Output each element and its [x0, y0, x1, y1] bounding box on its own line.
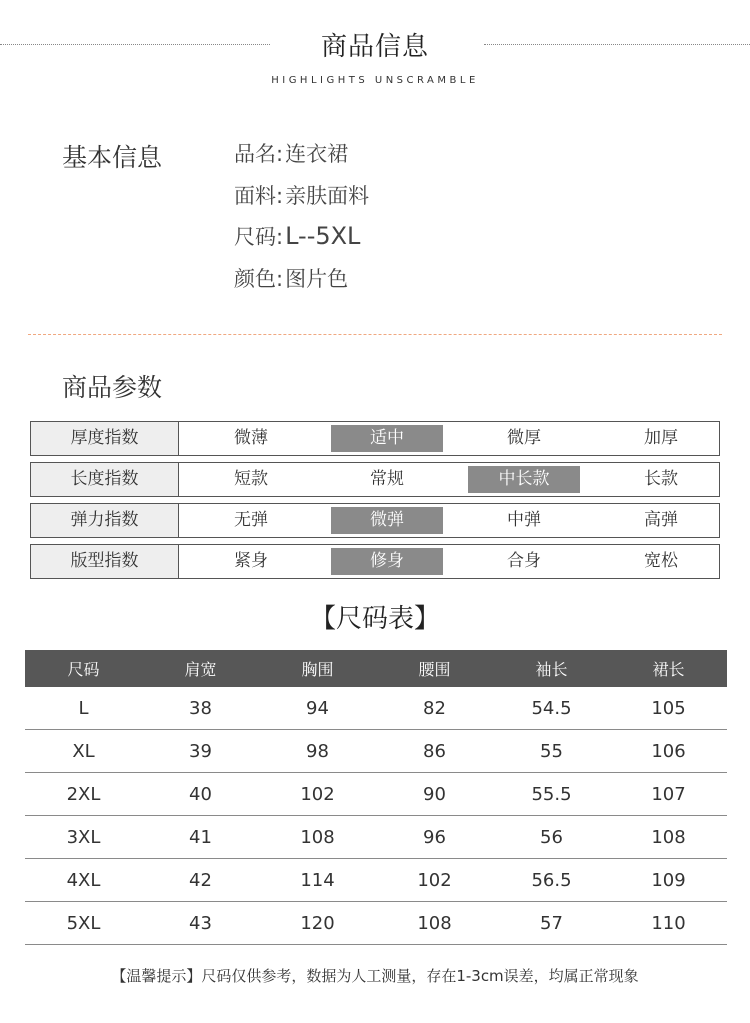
table-row [25, 687, 727, 730]
page-title: 商品信息 [320, 32, 429, 62]
param-option: 宽松 [644, 551, 678, 571]
table-cell: 40 [142, 773, 259, 816]
param-option-selected: 中长款 [468, 466, 580, 493]
param-row-elasticity [30, 503, 720, 538]
table-cell: 94 [259, 687, 376, 730]
table-cell: 56.5 [493, 859, 610, 902]
basic-info-value: L--5XL [285, 222, 361, 250]
param-option: 常规 [370, 469, 404, 489]
table-cell: 120 [259, 902, 376, 945]
param-row-thickness [30, 421, 720, 456]
basic-info-item [234, 138, 369, 180]
table-cell: 90 [376, 773, 493, 816]
table-cell: 55.5 [493, 773, 610, 816]
table-row [25, 859, 727, 902]
table-cell: 39 [142, 730, 259, 773]
param-option-selected: 适中 [331, 425, 443, 452]
table-cell: 57 [493, 902, 610, 945]
basic-info-heading: 基本信息 [62, 143, 163, 172]
param-row-length [30, 462, 720, 497]
table-cell: L [25, 687, 142, 730]
table-cell: 54.5 [493, 687, 610, 730]
table-cell: 108 [610, 816, 727, 859]
table-cell: 4XL [25, 859, 142, 902]
table-cell: 42 [142, 859, 259, 902]
param-label: 弹力指数 [31, 504, 179, 537]
basic-info-item [234, 263, 369, 305]
table-row [25, 773, 727, 816]
param-option: 紧身 [234, 551, 268, 571]
table-cell: 105 [610, 687, 727, 730]
size-chart-header-cell: 胸围 [259, 650, 376, 687]
basic-info-value: 图片色 [285, 266, 349, 291]
size-chart-header-row [25, 650, 727, 687]
basic-info-list [234, 138, 369, 304]
table-cell: 110 [610, 902, 727, 945]
param-label: 厚度指数 [31, 422, 179, 455]
table-cell: 114 [259, 859, 376, 902]
basic-info-value: 亲肤面料 [285, 183, 370, 208]
basic-info-item [234, 221, 369, 263]
table-cell: 96 [376, 816, 493, 859]
basic-info-label: 面料: [234, 183, 284, 208]
size-chart-header-cell: 肩宽 [142, 650, 259, 687]
param-option: 短款 [234, 469, 268, 489]
table-cell: 41 [142, 816, 259, 859]
table-cell: 3XL [25, 816, 142, 859]
table-cell: 38 [142, 687, 259, 730]
table-cell: 106 [610, 730, 727, 773]
size-chart-table [25, 650, 727, 945]
table-cell: 102 [259, 773, 376, 816]
basic-info-label: 品名: [234, 142, 284, 166]
param-option: 微薄 [234, 428, 268, 448]
basic-info-value: 连衣裙 [285, 142, 349, 166]
param-option-selected: 修身 [331, 548, 443, 575]
table-cell: 109 [610, 859, 727, 902]
param-option: 高弹 [644, 510, 678, 530]
param-option: 加厚 [644, 428, 678, 448]
table-row [25, 816, 727, 859]
table-cell: 2XL [25, 773, 142, 816]
size-chart-header-cell: 腰围 [376, 650, 493, 687]
param-option-selected: 微弹 [331, 507, 443, 534]
table-row [25, 730, 727, 773]
table-cell: 108 [376, 902, 493, 945]
param-row-fit [30, 544, 720, 579]
size-chart-title: 【尺码表】 [309, 604, 440, 634]
table-cell: 86 [376, 730, 493, 773]
table-cell: 43 [142, 902, 259, 945]
page-subtitle: HIGHLIGHTS UNSCRAMBLE [271, 75, 479, 86]
table-cell: 5XL [25, 902, 142, 945]
param-option: 无弹 [234, 510, 268, 530]
basic-info-item [234, 180, 369, 222]
basic-info-label: 尺码: [234, 225, 284, 249]
table-cell: 102 [376, 859, 493, 902]
param-option: 中弹 [507, 510, 541, 530]
table-cell: 82 [376, 687, 493, 730]
size-chart-header-cell: 裙长 [610, 650, 727, 687]
table-row [25, 902, 727, 945]
table-cell: 55 [493, 730, 610, 773]
param-option: 合身 [507, 551, 541, 571]
table-cell: 98 [259, 730, 376, 773]
size-chart-header-cell: 尺码 [25, 650, 142, 687]
params-heading: 商品参数 [62, 373, 163, 402]
table-cell: XL [25, 730, 142, 773]
size-note: 【温馨提示】尺码仅供参考，数据为人工测量，存在1-3cm误差，均属正常现象 [111, 967, 639, 985]
param-option: 微厚 [507, 428, 541, 448]
table-cell: 108 [259, 816, 376, 859]
param-label: 版型指数 [31, 545, 179, 578]
basic-info-label: 颜色: [234, 266, 284, 291]
section-divider [28, 334, 722, 335]
param-label: 长度指数 [31, 463, 179, 496]
table-cell: 107 [610, 773, 727, 816]
table-cell: 56 [493, 816, 610, 859]
param-option: 长款 [644, 469, 678, 489]
size-chart-header-cell: 袖长 [493, 650, 610, 687]
